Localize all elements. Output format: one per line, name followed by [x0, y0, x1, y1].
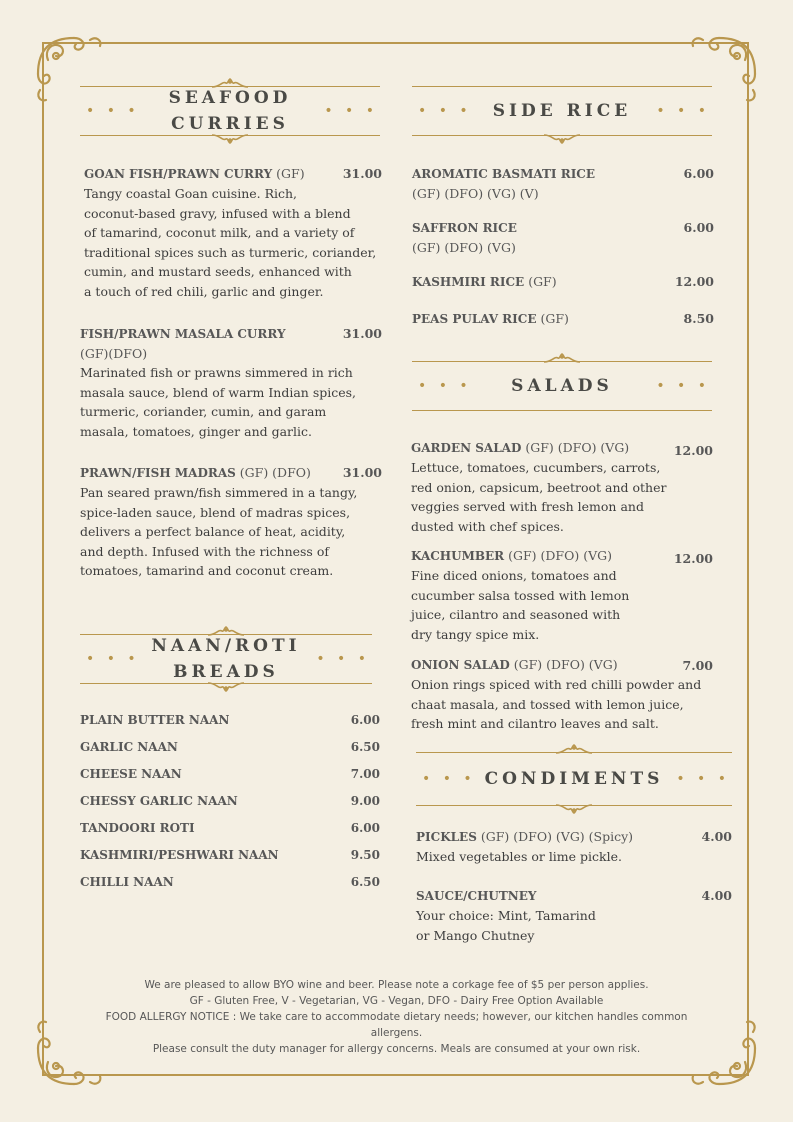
menu-item: [411, 546, 713, 644]
item-price: 31.00: [342, 465, 382, 480]
item-price: 9.50: [350, 848, 380, 862]
item-tags: (GF): [528, 274, 557, 289]
footer-allergy: FOOD ALLERGY NOTICE : We take care to accommodate dietary needs; however, our kitchen handles common allergens.: [105, 1011, 688, 1039]
menu-item: [412, 309, 714, 329]
item-tags: (GF) (DFO): [239, 465, 311, 480]
item-tags: (GF) (DFO) (VG) (V): [412, 186, 539, 201]
item-name: KASHMIRI/PESHWARI NAAN: [80, 848, 279, 862]
item-name: CHEESE NAAN: [80, 767, 182, 781]
item-tags: (GF)(DFO): [80, 346, 148, 361]
menu-item: [80, 324, 382, 441]
item-price: 6.00: [350, 821, 380, 835]
menu-item: [84, 164, 382, 301]
footer-byo: We are pleased to allow BYO wine and beer. Please note a corkage fee of $5 per person applies.: [144, 979, 649, 991]
item-price: 31.00: [342, 166, 382, 181]
item-tags: (GF): [276, 166, 305, 181]
menu-item: [80, 463, 382, 581]
title-line-2: BREADS: [173, 662, 279, 682]
item-name: GARDEN SALAD: [411, 441, 522, 455]
item-price: 6.00: [350, 713, 380, 727]
flourish-icon: [544, 353, 580, 363]
item-tags: (GF) (DFO) (VG): [508, 548, 612, 563]
menu-item: [80, 740, 380, 754]
item-name: PLAIN BUTTER NAAN: [80, 713, 230, 727]
item-price: 12.00: [673, 443, 713, 458]
footer-consult: Please consult the duty manager for allergy concerns. Meals are consumed at your own risk.: [152, 1043, 641, 1055]
item-name: GOAN FISH/PRAWN CURRY: [84, 167, 273, 181]
section-header-condiments: [416, 752, 732, 806]
item-name: TANDOORI ROTI: [80, 821, 195, 835]
item-price: 12.00: [673, 551, 713, 566]
section-title-salads: SALADS: [511, 376, 613, 396]
item-price: 4.00: [701, 888, 732, 903]
item-tags: (GF): [540, 311, 569, 326]
flourish-icon: [544, 134, 580, 144]
dots-left: • • •: [422, 771, 476, 787]
item-price: 31.00: [342, 326, 382, 341]
dots-right: • • •: [656, 103, 710, 119]
item-description: Fine diced onions, tomatoes and cucumber salsa tossed with lemon juice, cilantro and seasoned with dry tangy spice mix.: [411, 568, 630, 642]
menu-item: [80, 848, 380, 862]
item-name: CHILLI NAAN: [80, 875, 174, 889]
item-name: KASHMIRI RICE: [412, 275, 525, 289]
dots-left: • • •: [418, 103, 472, 119]
item-price: 9.00: [350, 794, 380, 808]
menu-item: [80, 713, 380, 727]
section-header-seafood: [80, 86, 380, 136]
flourish-icon: [556, 744, 592, 754]
item-description: Marinated fish or prawns simmered in rich masala sauce, blend of warm Indian spices, turmeric, coriander, cumin, and garam masala, tomatoes, ginger and garlic.: [80, 365, 357, 439]
menu-item: [411, 438, 713, 536]
menu-item: [412, 272, 714, 292]
item-tags: (GF) (DFO) (VG): [412, 240, 516, 255]
title-line-1: NAAN/ROTI: [151, 636, 301, 656]
footer-legend: GF - Gluten Free, V - Vegetarian, VG - Vegan, DFO - Dairy Free Option Available: [189, 995, 604, 1007]
item-price: 8.50: [683, 311, 714, 326]
flourish-icon: [212, 134, 248, 144]
item-price: 7.00: [350, 767, 380, 781]
title-line-2: CURRIES: [171, 114, 289, 134]
item-name: AROMATIC BASMATI RICE: [412, 167, 596, 181]
item-price: 4.00: [701, 829, 732, 844]
section-header-breads: [80, 634, 372, 684]
menu-item: [80, 767, 380, 781]
flourish-icon: [556, 804, 592, 814]
item-name: FISH/PRAWN MASALA CURRY: [80, 327, 286, 341]
section-title-condiments: CONDIMENTS: [484, 769, 664, 789]
divider: [412, 86, 712, 87]
item-tags: (GF) (DFO) (VG) (Spicy): [480, 829, 634, 844]
divider: [412, 410, 712, 411]
dots-right: • • •: [676, 771, 730, 787]
item-description: Mixed vegetables or lime pickle.: [416, 849, 622, 864]
menu-item: [411, 655, 713, 734]
menu-item: [416, 827, 732, 867]
item-description: Onion rings spiced with red chilli powder and chaat masala, and tossed with lemon juice, fresh mint and cilantro leaves and salt.: [411, 677, 702, 731]
section-title-rice: SIDE RICE: [492, 101, 632, 121]
item-name: KACHUMBER: [411, 549, 505, 563]
item-name: CHESSY GARLIC NAAN: [80, 794, 238, 808]
item-description: Pan seared prawn/fish simmered in a tangy, spice-laden sauce, blend of madras spices, delivers a perfect balance of heat, acidity, and depth. Infused with the richness of tomatoes, tamarind and coconut cream.: [80, 485, 358, 578]
dots-left: • • •: [418, 378, 472, 394]
footer-notice: [80, 977, 713, 1057]
dots-right: • • •: [324, 103, 378, 119]
dots-left: • • •: [86, 103, 140, 119]
item-name: GARLIC NAAN: [80, 740, 178, 754]
item-price: 12.00: [674, 274, 714, 289]
item-price: 6.50: [350, 740, 380, 754]
item-name: PRAWN/FISH MADRAS: [80, 466, 236, 480]
item-description: Lettuce, tomatoes, cucumbers, carrots, red onion, capsicum, beetroot and other veggies served with fresh lemon and dusted with chef spices.: [411, 460, 667, 534]
item-tags: (GF) (DFO) (VG): [525, 440, 630, 455]
item-price: 6.00: [683, 220, 714, 235]
menu-item: [416, 886, 732, 945]
menu-item: [412, 164, 714, 203]
menu-item: [80, 875, 380, 889]
item-name: ONION SALAD: [411, 658, 510, 672]
item-price: 7.00: [682, 658, 713, 673]
item-name: SAUCE/CHUTNEY: [416, 889, 537, 903]
section-header-rice: [412, 86, 712, 136]
section-header-salads: [412, 361, 712, 411]
item-name: SAFFRON RICE: [412, 221, 517, 235]
item-description: Your choice: Mint, Tamarind or Mango Chutney: [416, 908, 596, 943]
item-price: 6.00: [683, 166, 714, 181]
flourish-icon: [208, 682, 244, 692]
menu-item: [80, 794, 380, 808]
dots-right: • • •: [656, 378, 710, 394]
item-price: 6.50: [350, 875, 380, 889]
dots-left: • • •: [86, 651, 140, 667]
item-description: Tangy coastal Goan cuisine. Rich, coconut-based gravy, infused with a blend of tamarind, coconut milk, and a variety of traditional spices such as turmeric, coriander, cumin, and mustard seeds, enhanced with a touch of red chili, garlic and ginger.: [84, 186, 377, 299]
dots-right: • • •: [316, 651, 370, 667]
item-name: PICKLES: [416, 830, 477, 844]
item-tags: (GF) (DFO) (VG): [513, 657, 618, 672]
title-line-1: SEAFOOD: [168, 88, 292, 108]
menu-item: [412, 218, 714, 257]
menu-item: [80, 821, 380, 835]
item-name: PEAS PULAV RICE: [412, 312, 537, 326]
